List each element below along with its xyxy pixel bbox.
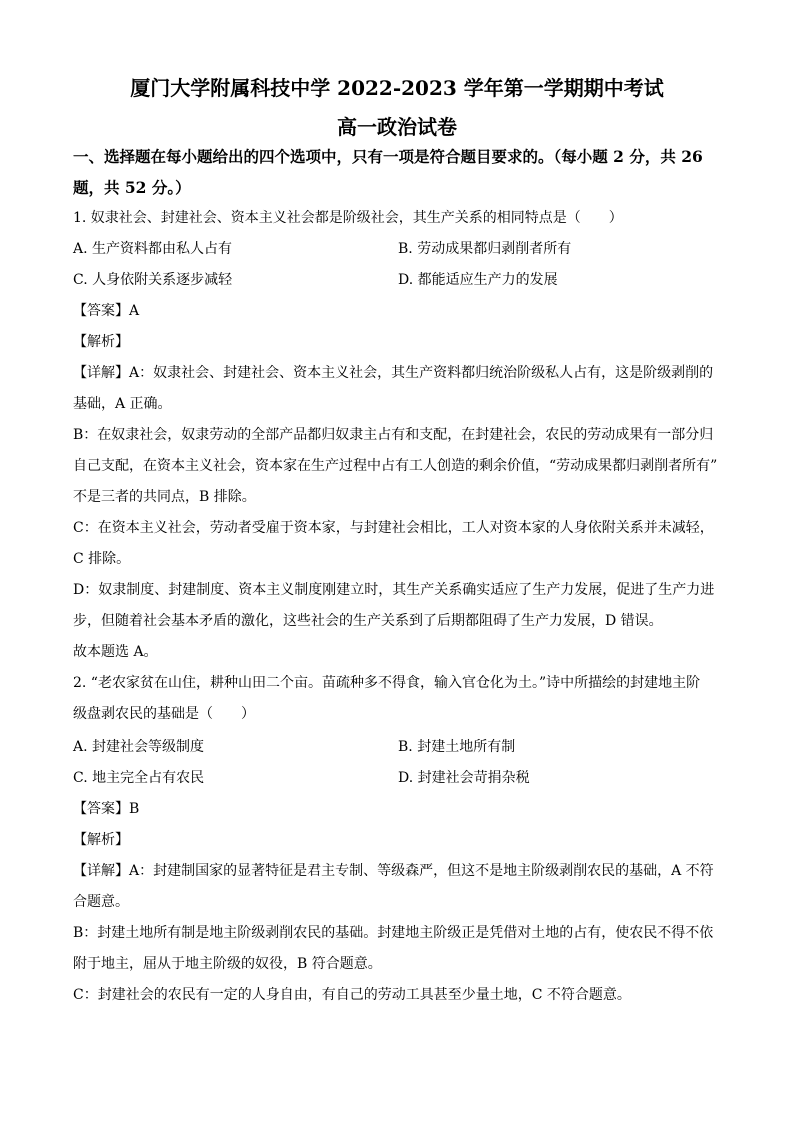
q1-stem: 1. 奴隶社会、封建社会、资本主义社会都是阶级社会，其生产关系的相同特点是（ ） <box>73 210 623 226</box>
q1-option-a: A. 生产资料都由私人占有 <box>73 241 233 257</box>
exam-title: 厦门大学附属科技中学 2022-2023 学年第一学期期中考试 <box>130 76 664 100</box>
q2-option-b: B. 封建土地所有制 <box>398 739 516 755</box>
q1-option-c-analysis-2: C 排除。 <box>73 551 131 567</box>
q2-detail-line-1: 【详解】A：封建制国家的显著特征是君主专制、等级森严，但这不是地主阶级剥削农民的基础，A 不符 <box>73 863 714 879</box>
q2-option-a: A. 封建社会等级制度 <box>73 739 205 755</box>
q1-option-b-analysis-2: 自己支配，在资本主义社会，资本家在生产过程中占有工人创造的剩余价值，“劳动成果都归剥削者所有” <box>73 458 718 474</box>
q1-option-c: C. 人身依附关系逐步减轻 <box>73 272 233 288</box>
q1-option-c-analysis-1: C：在资本主义社会，劳动者受雇于资本家，与封建社会相比，工人对资本家的人身依附关系并未减轻， <box>73 520 714 536</box>
section-heading-line-2: 题，共 52 分。） <box>73 178 191 197</box>
q2-analysis-heading: 【解析】 <box>73 832 129 848</box>
q2-answer: 【答案】B <box>73 801 140 817</box>
q1-option-b-analysis-3: 不是三者的共同点，B 排除。 <box>73 489 256 505</box>
q1-option-d-analysis-1: D：奴隶制度、封建制度、资本主义制度刚建立时，其生产关系确实适应了生产力发展，促进了生产力进 <box>73 582 715 598</box>
q1-option-b-analysis-1: B：在奴隶社会，奴隶劳动的全部产品都归奴隶主占有和支配，在封建社会，农民的劳动成果有一部分归 <box>73 427 714 443</box>
q1-detail-line-2: 基础，A 正确。 <box>73 396 172 412</box>
q2-option-c: C. 地主完全占有农民 <box>73 770 205 786</box>
q1-answer: 【答案】A <box>73 303 140 319</box>
q2-stem-line-2: 级盘剥农民的基础是（ ） <box>73 706 255 722</box>
q1-conclusion: 故本题选 A。 <box>73 644 158 660</box>
q2-option-c-analysis-1: C：封建社会的农民有一定的人身自由，有自己的劳动工具甚至少量土地，C 不符合题意。 <box>73 987 631 1003</box>
q1-option-d: D. 都能适应生产力的发展 <box>398 272 558 288</box>
q2-detail-line-2: 合题意。 <box>73 894 129 910</box>
q2-option-b-analysis-2: 附于地主，屈从于地主阶级的奴役，B 符合题意。 <box>73 956 382 972</box>
exam-subtitle: 高一政治试卷 <box>337 115 457 139</box>
q2-option-d: D. 封建社会苛捐杂税 <box>398 770 530 786</box>
q1-analysis-heading: 【解析】 <box>73 334 129 350</box>
q1-option-d-analysis-2: 步，但随着社会基本矛盾的激化，这些社会的生产关系到了后期都阻碍了生产力发展，D 错误。 <box>73 613 663 629</box>
q1-option-b: B. 劳动成果都归剥削者所有 <box>398 241 572 257</box>
section-heading-line-1: 一、选择题在每小题给出的四个选项中，只有一项是符合题目要求的。（每小题 2 分，共 26 <box>73 147 703 166</box>
q2-stem-line-1: 2. “老农家贫在山住，耕种山田二个亩。苗疏种多不得食，输入官仓化为土。”诗中所描绘的封建地主阶 <box>73 675 701 691</box>
q1-detail-line-1: 【详解】A：奴隶社会、封建社会、资本主义社会，其生产资料都归统治阶级私人占有，这是阶级剥削的 <box>73 365 714 381</box>
q2-option-b-analysis-1: B：封建土地所有制是地主阶级剥削农民的基础。封建地主阶级正是凭借对土地的占有，使农民不得不依 <box>73 925 714 941</box>
